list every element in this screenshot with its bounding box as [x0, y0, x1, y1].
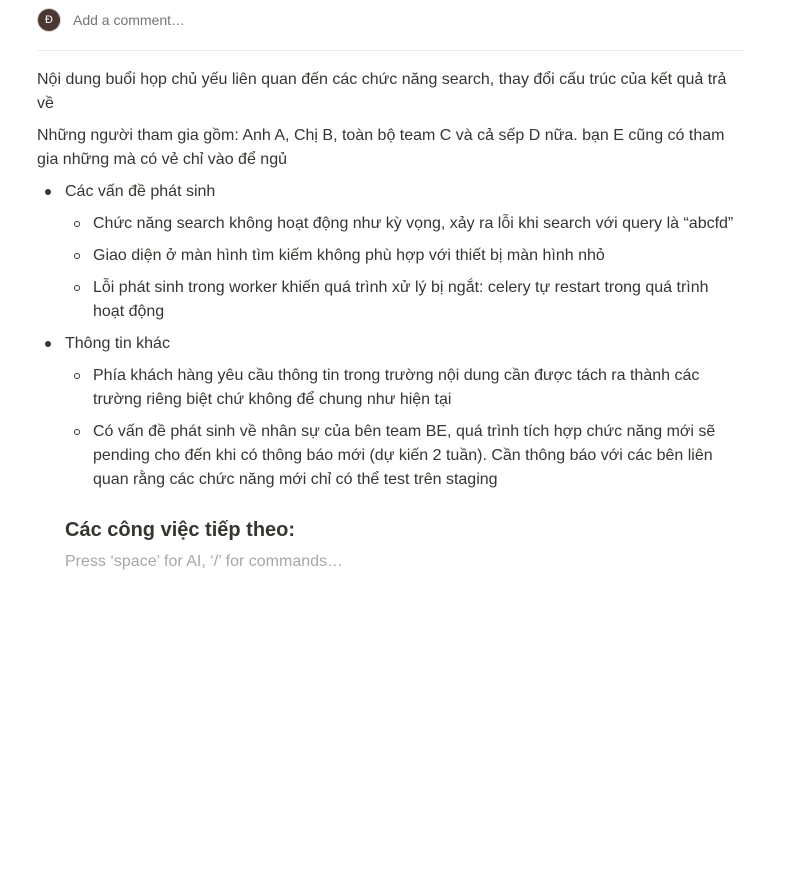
list-item-label: Phía khách hàng yêu cầu thông tin trong trường nội dung cần được tách ra thành các trường riêng biệt chứ không để chung như hiện tại [93, 367, 700, 408]
comment-input[interactable] [71, 11, 675, 29]
nested-list [65, 364, 737, 492]
list-item[interactable] [37, 332, 737, 492]
avatar: Đ [38, 9, 60, 31]
list-item[interactable] [65, 212, 737, 236]
heading-next-tasks[interactable]: Các công việc tiếp theo: [65, 519, 296, 541]
comment-bar [37, 0, 744, 51]
bulleted-list [37, 180, 737, 492]
list-item[interactable] [65, 364, 737, 412]
nested-list [65, 212, 737, 324]
list-item-label: Các vấn đề phát sinh [65, 183, 216, 200]
list-item[interactable] [65, 276, 737, 324]
bullet-dot-icon [45, 341, 51, 347]
bullet-circle-icon [74, 285, 80, 291]
bullet-dot-icon [45, 189, 51, 195]
paragraph-participants[interactable]: Những người tham gia gồm: Anh A, Chị B, toàn bộ team C và cả sếp D nữa. bạn E cũng có tham gia những mà có vẻ chỉ vào để ngủ [37, 127, 725, 168]
page-content [37, 68, 737, 500]
list-item[interactable] [65, 420, 737, 492]
bullet-circle-icon [74, 253, 80, 259]
bullet-circle-icon [74, 429, 80, 435]
list-item-label: Thông tin khác [65, 335, 170, 352]
list-item[interactable] [37, 180, 737, 324]
empty-block-placeholder[interactable]: Press ‘space’ for AI, ‘/’ for commands… [65, 553, 344, 570]
list-item-label: Giao diện ở màn hình tìm kiếm không phù hợp với thiết bị màn hình nhỏ [93, 247, 605, 264]
list-item-label: Chức năng search không hoạt động như kỳ vọng, xảy ra lỗi khi search với query là “abcfd” [93, 215, 734, 232]
bullet-circle-icon [74, 373, 80, 379]
list-item-label: Lỗi phát sinh trong worker khiến quá trình xử lý bị ngắt: celery tự restart trong quá trình hoạt động [93, 279, 709, 320]
bullet-circle-icon [74, 221, 80, 227]
list-item[interactable] [65, 244, 737, 268]
list-item-label: Có vấn đề phát sinh về nhân sự của bên team BE, quá trình tích hợp chức năng mới sẽ pending cho đến khi có thông báo mới (dự kiến 2 tuần). Cần thông báo với các bên liên quan rằng các chức năng mới chỉ có thể test trên staging [93, 423, 716, 488]
paragraph-summary[interactable]: Nội dung buổi họp chủ yếu liên quan đến các chức năng search, thay đổi cấu trúc của kết quả trả về [37, 71, 727, 112]
